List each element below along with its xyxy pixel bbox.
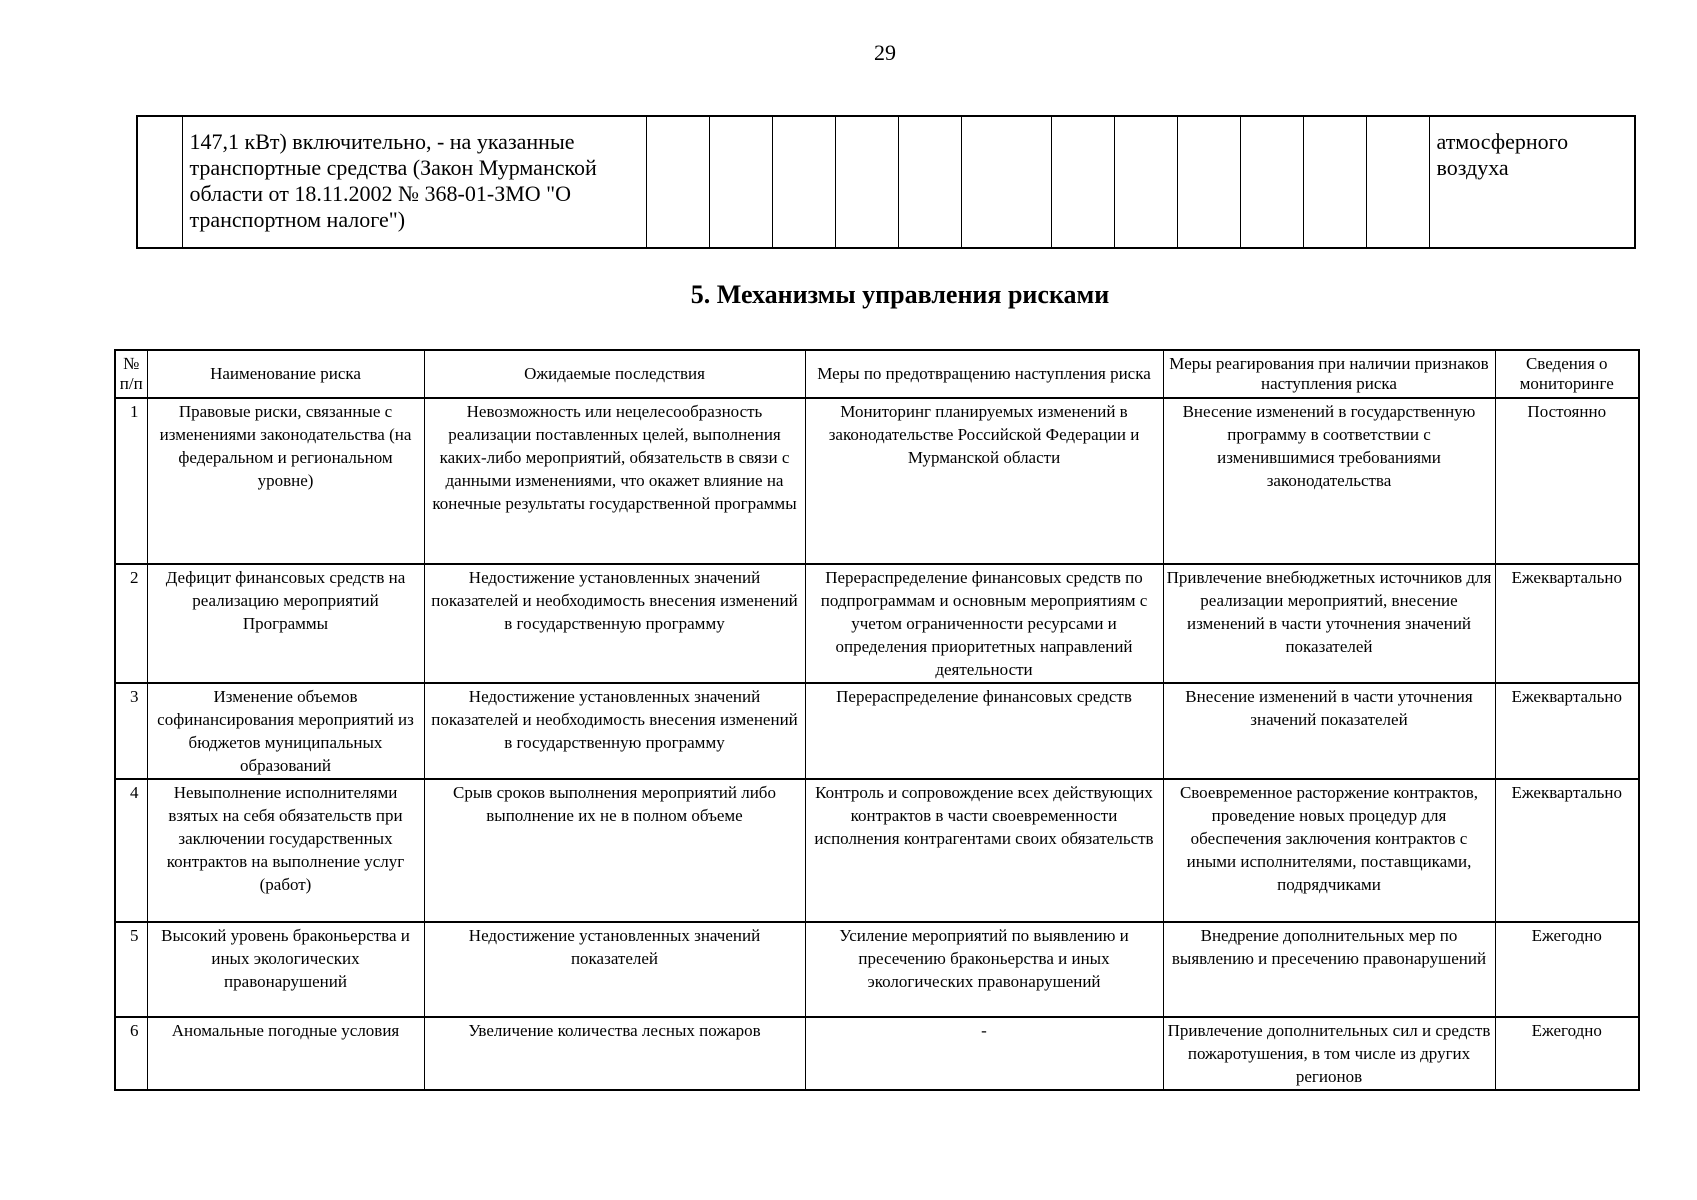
header-num: № п/п [115,350,147,398]
header-consequences: Ожидаемые последствия [424,350,805,398]
continuation-table [136,115,1636,249]
continuation-empty-cell [646,116,709,248]
risk-monitoring: Ежеквартально [1495,564,1639,683]
row-num: 1 [115,398,147,564]
risk-prevention: Перераспределение финансовых средств по подпрограммам и основным мероприятиям с учетом ограниченности ресурсами и определения приоритетных направлений деятельности [805,564,1163,683]
risk-name: Невыполнение исполнителями взятых на себя обязательств при заключении государственных контрактов на выполнение услуг (работ) [147,779,424,922]
risk-consequences: Увеличение количества лесных пожаров [424,1017,805,1090]
table-row [115,1017,1639,1090]
risk-prevention: Мониторинг планируемых изменений в законодательстве Российской Федерации и Мурманской области [805,398,1163,564]
continuation-empty-cell [1366,116,1429,248]
continuation-empty-cell [898,116,961,248]
row-num: 3 [115,683,147,779]
risk-response: Привлечение дополнительных сил и средств пожаротушения, в том числе из других регионов [1163,1017,1495,1090]
table-row [115,779,1639,922]
risk-prevention: Усиление мероприятий по выявлению и пресечению браконьерства и иных экологических правонарушений [805,922,1163,1017]
table-row [115,922,1639,1017]
risk-response: Своевременное расторжение контрактов, проведение новых процедур для обеспечения заключения контрактов с иными исполнителями, поставщиками, подрядчиками [1163,779,1495,922]
continuation-empty-cell [1303,116,1366,248]
risk-name: Высокий уровень браконьерства и иных экологических правонарушений [147,922,424,1017]
table-row [115,398,1639,564]
risk-table-header-row [115,350,1639,398]
continuation-empty-cell [1051,116,1114,248]
risk-consequences: Срыв сроков выполнения мероприятий либо выполнение их не в полном объеме [424,779,805,922]
continuation-row [137,116,1635,248]
risk-monitoring: Ежегодно [1495,922,1639,1017]
continuation-last-cell: атмосферного воздуха [1429,116,1635,248]
continuation-empty-cell [137,116,182,248]
risk-monitoring: Ежеквартально [1495,779,1639,922]
risk-response: Внесение изменений в части уточнения значений показателей [1163,683,1495,779]
risk-prevention: Перераспределение финансовых средств [805,683,1163,779]
continuation-empty-cell [1177,116,1240,248]
risk-consequences: Недостижение установленных значений показателей и необходимость внесения изменений в государственную программу [424,683,805,779]
risk-consequences: Недостижение установленных значений показателей [424,922,805,1017]
header-prevention: Меры по предотвращению наступления риска [805,350,1163,398]
row-num: 5 [115,922,147,1017]
risk-response: Внесение изменений в государственную программу в соответствии с изменившимися требованиями законодательства [1163,398,1495,564]
risk-prevention: Контроль и сопровождение всех действующих контрактов в части своевременности исполнения контрагентами своих обязательств [805,779,1163,922]
risk-prevention: - [805,1017,1163,1090]
row-num: 2 [115,564,147,683]
section-title: 5. Механизмы управления рисками [690,280,1110,309]
risk-monitoring: Ежеквартально [1495,683,1639,779]
risk-monitoring: Ежегодно [1495,1017,1639,1090]
risk-name: Аномальные погодные условия [147,1017,424,1090]
continuation-empty-cell [835,116,898,248]
page-number: 29 [874,40,896,65]
header-response: Меры реагирования при наличии признаков наступления риска [1163,350,1495,398]
header-name: Наименование риска [147,350,424,398]
continuation-description: 147,1 кВт) включительно, - на указанные транспортные средства (Закон Мурманской области от 18.11.2002 № 368-01-ЗМО "О транспортном налоге") [182,116,646,248]
risk-response: Внедрение дополнительных мер по выявлению и пресечению правонарушений [1163,922,1495,1017]
risk-consequences: Недостижение установленных значений показателей и необходимость внесения изменений в государственную программу [424,564,805,683]
risk-name: Дефицит финансовых средств на реализацию мероприятий Программы [147,564,424,683]
risk-name: Правовые риски, связанные с изменениями законодательства (на федеральном и региональном уровне) [147,398,424,564]
continuation-empty-cell [709,116,772,248]
risk-monitoring: Постоянно [1495,398,1639,564]
continuation-empty-cell [1114,116,1177,248]
table-row [115,564,1639,683]
table-row [115,683,1639,779]
row-num: 6 [115,1017,147,1090]
row-num: 4 [115,779,147,922]
continuation-empty-cell [772,116,835,248]
continuation-empty-cell [1240,116,1303,248]
risk-table [114,349,1640,1091]
risk-name: Изменение объемов софинансирования мероприятий из бюджетов муниципальных образований [147,683,424,779]
risk-consequences: Невозможность или нецелесообразность реализации поставленных целей, выполнения каких-либо мероприятий, обязательств в связи с данными изменениями, что окажет влияние на конечные результаты государственной программы [424,398,805,564]
header-monitoring: Сведения о мониторинге [1495,350,1639,398]
continuation-empty-cell [961,116,1051,248]
risk-response: Привлечение внебюджетных источников для реализации мероприятий, внесение изменений в части уточнения значений показателей [1163,564,1495,683]
